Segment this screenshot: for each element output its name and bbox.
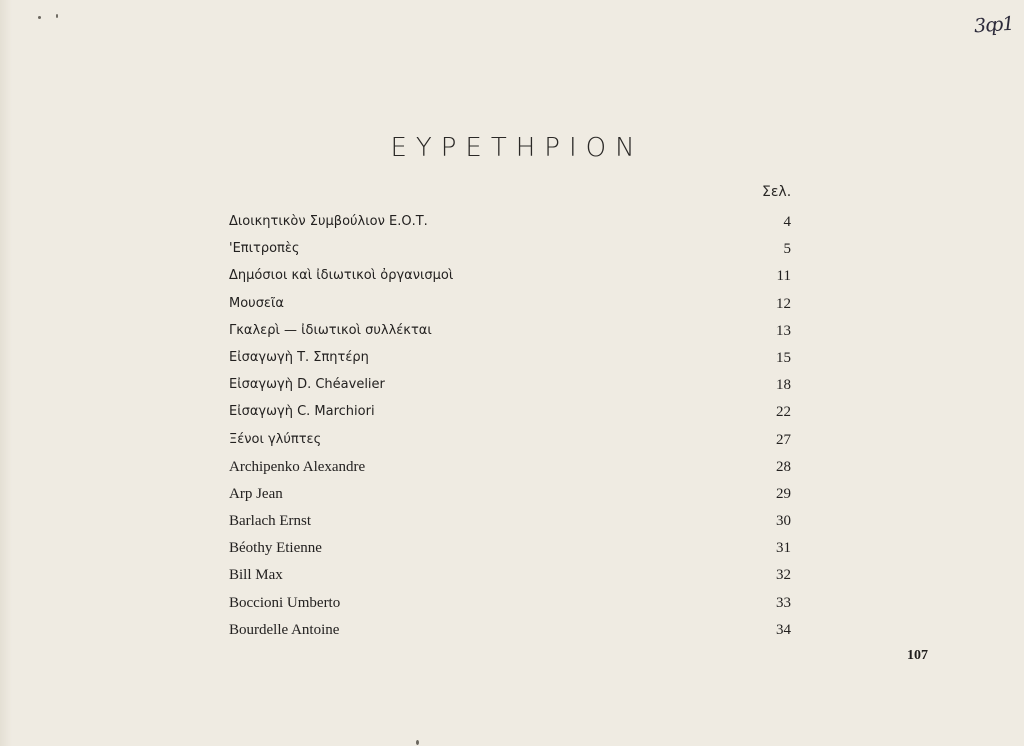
- toc-entry-page: 30: [776, 513, 791, 530]
- toc-entry-label: Bourdelle Antoine: [229, 621, 340, 638]
- page-number: 107: [907, 648, 928, 663]
- toc-entry-page: 27: [776, 431, 791, 448]
- toc-entry-page: 12: [776, 295, 791, 312]
- toc-entry-page: 32: [776, 567, 791, 584]
- toc-entry-label: Bill Max: [229, 567, 283, 584]
- toc-row: [229, 459, 799, 486]
- toc-entry-page: 13: [776, 322, 791, 339]
- paper-edge: [0, 0, 12, 746]
- toc-row: [229, 377, 799, 404]
- toc-entry-label: Μουσεῖα: [229, 295, 284, 311]
- toc-row: [229, 622, 799, 649]
- toc-row: [229, 432, 799, 459]
- toc-entry-page: 29: [776, 485, 791, 502]
- paper-speck: [38, 16, 41, 19]
- toc-row: [229, 268, 799, 295]
- toc-row: [229, 404, 799, 431]
- toc-entry-label: Εἰσαγωγὴ C. Marchiori: [229, 404, 375, 420]
- page-title: ΕΥΡΕΤΗΡΙΟΝ: [390, 133, 644, 163]
- toc-entry-page: 28: [776, 458, 791, 475]
- paper-speck: [416, 740, 419, 745]
- toc-entry-page: 18: [776, 377, 791, 394]
- toc-row: [229, 486, 799, 513]
- toc-row: [229, 323, 799, 350]
- toc-entry-label: Arp Jean: [229, 485, 283, 502]
- toc-entry-label: Εἰσαγωγὴ D. Chéavelier: [229, 377, 385, 393]
- toc-row: [229, 241, 799, 268]
- toc-entry-label: Boccioni Umberto: [229, 594, 341, 611]
- toc-row: [229, 350, 799, 377]
- toc-entry-label: Archipenko Alexandre: [229, 458, 366, 475]
- toc-entry-page: 4: [783, 214, 791, 230]
- toc-entry-page: 31: [776, 540, 791, 557]
- archive-handwritten-number: 3ȹ1: [973, 12, 1015, 38]
- toc-row: [229, 540, 799, 567]
- toc-entry-label: Εἰσαγωγὴ Τ. Σπητέρη: [229, 349, 369, 365]
- toc-row: [229, 567, 799, 594]
- toc-entry-label: Barlach Ernst: [229, 513, 312, 530]
- toc-entry-label: 'Επιτροπὲς: [229, 241, 300, 257]
- toc-entry-page: 5: [783, 241, 791, 258]
- toc-row: [229, 513, 799, 540]
- page-column-header: Σελ.: [762, 184, 792, 200]
- toc-entry-page: 15: [776, 349, 791, 366]
- toc-entry-page: 22: [776, 404, 791, 421]
- toc-entry-label: Δημόσιοι καὶ ἰδιωτικοὶ ὀργανισμοὶ: [229, 268, 454, 284]
- toc-entry-label: Béothy Etienne: [229, 540, 322, 557]
- toc-entry-label: Ξένοι γλύπτες: [229, 431, 322, 447]
- toc-row: [229, 595, 799, 622]
- toc-row: [229, 296, 799, 323]
- toc-entry-page: 34: [776, 621, 791, 638]
- paper-speck: [56, 14, 58, 18]
- toc-entry-page: 11: [776, 268, 791, 285]
- toc-row: [229, 214, 799, 241]
- toc-entry-label: Γκαλερὶ — ἰδιωτικοὶ συλλέκται: [229, 322, 432, 338]
- table-of-contents: [229, 214, 799, 649]
- toc-entry-page: 33: [776, 594, 791, 611]
- toc-entry-label: Διοικητικὸν Συμβούλιον Ε.Ο.Τ.: [229, 214, 428, 229]
